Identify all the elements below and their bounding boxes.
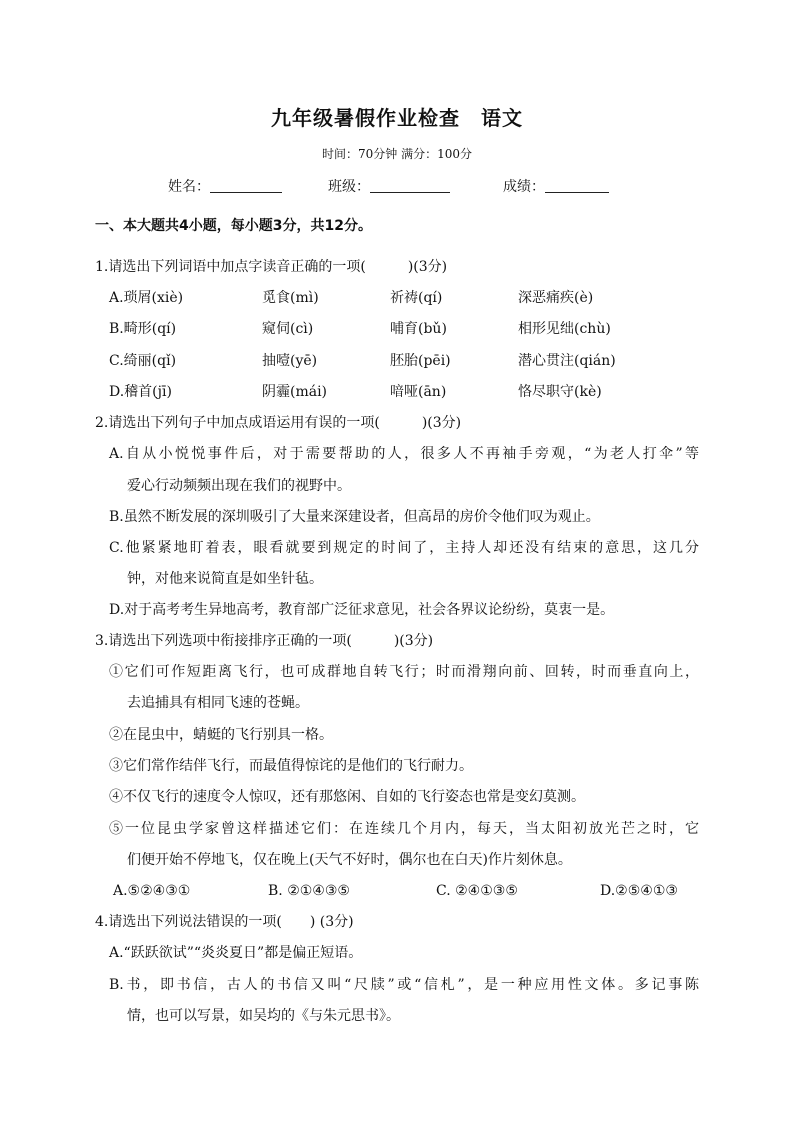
score-field[interactable]: [503, 176, 609, 196]
q3-sentence-5-cont: 们便开始不停地飞，仅在晚上(天气不好时，偶尔也在白天)作片刻休息。: [127, 852, 572, 868]
question-4-stem: 4.请选出下列说法错误的一项( ) (3分): [95, 914, 354, 930]
q1-option-b-word3: 哺育(bǔ): [390, 321, 447, 337]
page-title: 九年级暑假作业检查 语文: [271, 106, 523, 130]
q1-option-c-word2: 抽噎(yē): [262, 353, 318, 369]
q2-option-c-cont: 钟，对他来说简直是如坐针毡。: [127, 571, 323, 587]
q1-option-a: A.琐屑(xiè): [109, 290, 184, 306]
q2-option-c: C.他紧紧地盯着表，眼看就要到规定的时间了，主持人却还没有结束的意思，这几分: [109, 540, 699, 556]
q3-sentence-4: ④不仅飞行的速度令人惊叹，还有那悠闲、自如的飞行姿态也常是变幻莫测。: [109, 789, 585, 805]
question-1-stem: 1.请选出下列词语中加点字读音正确的一项( )(3分): [95, 259, 448, 275]
q1-option-d-word3: 喑哑(ān): [390, 384, 447, 400]
q3-sentence-3: ③它们常作结伴飞行，而最值得惊诧的是他们的飞行耐力。: [109, 758, 473, 774]
q2-option-d: D.对于高考考生异地高考，教育部广泛征求意见，社会各界议论纷纷，莫衷一是。: [109, 602, 615, 618]
class-blank[interactable]: [370, 178, 450, 193]
question-2-stem: 2.请选出下列句子中加点成语运用有误的一项( )(3分): [95, 415, 462, 431]
q3-option-d: D.②⑤④①③: [600, 883, 678, 899]
q1-option-c-word3: 胚胎(pēi): [390, 353, 451, 369]
q3-option-c: C. ②④①③⑤: [436, 883, 518, 899]
q2-option-a: A.自从小悦悦事件后，对于需要帮助的人，很多人不再袖手旁观，“为老人打伞”等: [109, 446, 699, 462]
q3-sentence-2: ②在昆虫中，蜻蜓的飞行别具一格。: [109, 727, 333, 743]
question-3-stem: 3.请选出下列选项中衔接排序正确的一项( )(3分): [95, 633, 434, 649]
q4-option-a: A.“跃跃欲试”“炎炎夏日”都是偏正短语。: [109, 945, 363, 961]
q1-option-a-word4: 深恶痛疾(è): [518, 290, 594, 306]
q1-option-d: D.稽首(jī): [109, 384, 172, 400]
q2-option-a-cont: 爱心行动频频出现在我们的视野中。: [127, 478, 351, 494]
q2-option-b: B.虽然不断发展的深圳吸引了大量来深建设者，但高昂的房价令他们叹为观止。: [109, 509, 600, 525]
score-blank[interactable]: [545, 178, 609, 193]
q1-option-b-word2: 窥伺(cì): [262, 321, 314, 337]
name-label: 姓名：: [168, 179, 210, 195]
q1-option-c-word4: 潜心贯注(qián): [518, 353, 616, 369]
q1-option-d-word4: 恪尽职守(kè): [518, 384, 602, 400]
q4-option-b: B.书，即书信，古人的书信又叫“尺牍”或“信札”，是一种应用性文体。多记事陈: [109, 977, 699, 993]
q3-sentence-5: ⑤一位昆虫学家曾这样描述它们：在连续几个月内，每天，当太阳初放光芒之时，它: [109, 821, 699, 837]
q3-option-b: B. ②①④③⑤: [268, 883, 350, 899]
q1-option-d-word2: 阴霾(mái): [262, 384, 328, 400]
q1-option-a-word3: 祈祷(qí): [390, 290, 443, 306]
class-label: 班级：: [328, 179, 370, 195]
time-score-info: 时间：70分钟 满分：100分: [322, 147, 472, 161]
q4-option-b-cont: 情，也可以写景，如吴均的《与朱元思书》。: [127, 1008, 400, 1024]
class-field[interactable]: [328, 176, 450, 196]
q1-option-b-word4: 相形见绌(chù): [518, 321, 611, 337]
q1-option-a-word2: 觅食(mì): [262, 290, 319, 306]
score-label: 成绩：: [503, 179, 545, 195]
section-heading: 一、本大题共4小题，每小题3分，共12分。: [95, 218, 372, 234]
name-blank[interactable]: [210, 178, 282, 193]
q3-sentence-1: ①它们可作短距离飞行，也可成群地自转飞行；时而滑翔向前、回转，时而垂直向上，: [109, 664, 699, 680]
q3-sentence-1-cont: 去追捕具有相同飞速的苍蝇。: [127, 695, 309, 711]
q3-option-a: A.⑤②④③①: [113, 883, 191, 899]
q1-option-c: C.绮丽(qǐ): [109, 353, 177, 369]
q1-option-b: B.畸形(qí): [109, 321, 177, 337]
name-field[interactable]: [168, 176, 282, 196]
